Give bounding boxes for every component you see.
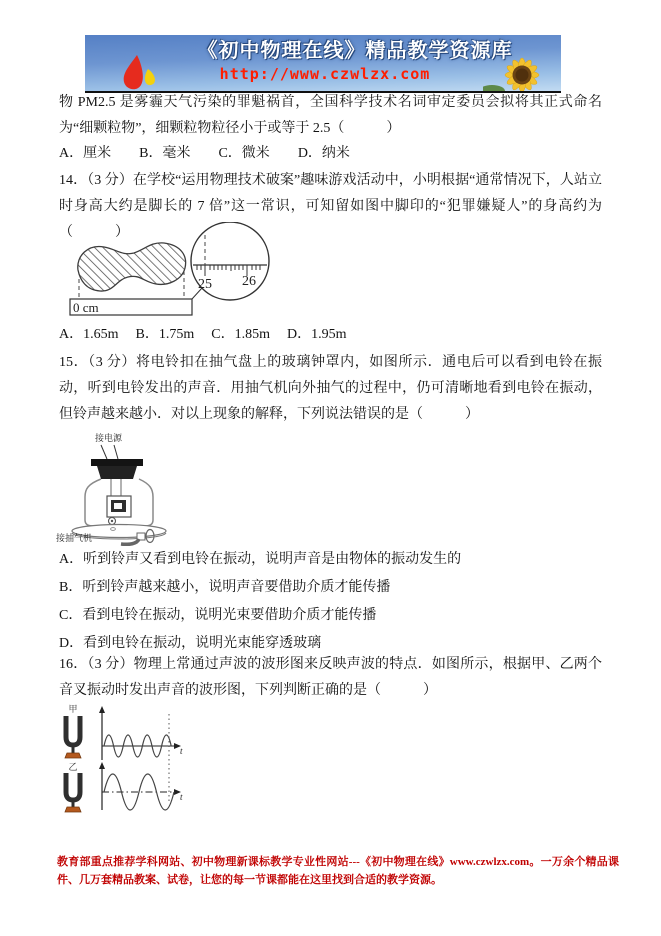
q15-option-c: C．看到电铃在振动，说明光束要借助介质才能传播 [59, 608, 377, 623]
time-axis-label-a: t [180, 746, 183, 756]
q13-option-d: D．纳米 [297, 146, 350, 161]
q15-option-a: A．听到铃声又看到电铃在振动，说明声音是由物体的振动发生的 [59, 552, 462, 567]
q14-option-a: A．1.65m [59, 327, 119, 342]
pump-tube [121, 539, 139, 544]
power-wires [101, 445, 118, 459]
waveform-figure [56, 702, 236, 821]
q15-option-b: B．听到铃声越来越小，说明声音要借助介质才能传播 [59, 580, 391, 595]
bell-jar-figure [55, 428, 215, 551]
q13-option-c: C．微米 [218, 146, 270, 161]
time-axis-label-b: t [180, 792, 183, 802]
q13-option-a: A．厘米 [59, 146, 112, 161]
q13-option-b: B．毫米 [139, 146, 191, 161]
q16-text: 16．（3 分）物理上常通过声波的波形图来反映声波的特点．如图所示，根据甲、乙两个音叉振动时发出声音的波形图，下列判断正确的是（ ） [59, 657, 602, 698]
q14-options [59, 322, 602, 348]
q14-option-b: B．1.75m [135, 327, 195, 342]
sunflower-icon [483, 53, 549, 93]
q15-text: 15．（3 分）将电铃扣在抽气盘上的玻璃钟罩内，如图所示．通电后可以看到电铃在振动，听到电铃发出的声音．用抽气机向外抽气的过程中，仍可清晰地看到电铃在振动，但铃声越来越小．对以上现象的解释，下列说法错误的是（ ） [59, 355, 602, 422]
q14-text: 14．（3 分）在学校“运用物理技术破案”趣味游戏活动中，小明根据“通常情况下，人站立时身高大约是脚长的 7 倍”这一常识，可知留如图中脚印的“犯罪嫌疑人”的身高约为（ ） [59, 173, 602, 240]
electric-bell [107, 496, 131, 525]
footprint-shape [78, 243, 186, 291]
tuning-fork-b [65, 773, 81, 812]
waveform-plot-a [99, 706, 183, 760]
q15-options [59, 546, 602, 658]
power-source-label: 接电源 [95, 433, 123, 443]
site-title: 《初中物理在线》精品教学资源库 [197, 40, 513, 62]
rubber-stopper [91, 459, 143, 479]
site-url: http://www.czwlzx.com [219, 65, 431, 83]
bell-wires [111, 479, 121, 496]
tuning-fork-a [65, 716, 81, 758]
magnifier-tick-26: 26 [242, 274, 256, 289]
ruler-zero-label: 0 cm [73, 300, 99, 315]
ruler [70, 299, 192, 315]
footer-promo-text: 教育部重点推荐学科网站、初中物理新课标教学专业性网站---《初中物理在线》www.czwlzx.com。一万余个精品课件、几万套精品教案、试卷，让您的每一节课都能在这里找到合适的教学资源。 [57, 856, 619, 886]
footprint-figure [60, 222, 312, 327]
flame-logo-icon [115, 53, 167, 93]
magnifier-tick-25: 25 [198, 277, 212, 292]
banner-text-block [185, 39, 525, 83]
q13-options [59, 141, 602, 167]
waveform-plot-b [99, 762, 183, 810]
pump-label: 接抽气机 [56, 533, 93, 543]
q13-text: 物 PM2.5 是雾霾天气污染的罪魁祸首，全国科学技术名词审定委员会拟将其正式命名为“细颗粒物”，细颗粒物粒径小于或等于 2.5（ ） [59, 95, 602, 136]
q15-option-d: D．看到电铃在振动，说明光束能穿透玻璃 [59, 636, 322, 651]
site-banner [85, 35, 561, 93]
q14-option-d: D．1.95m [286, 327, 347, 342]
fork-a-label: 甲 [68, 704, 78, 714]
q14-option-c: C．1.85m [211, 327, 270, 342]
fork-b-label: 乙 [68, 762, 78, 772]
magnifier [191, 222, 269, 300]
